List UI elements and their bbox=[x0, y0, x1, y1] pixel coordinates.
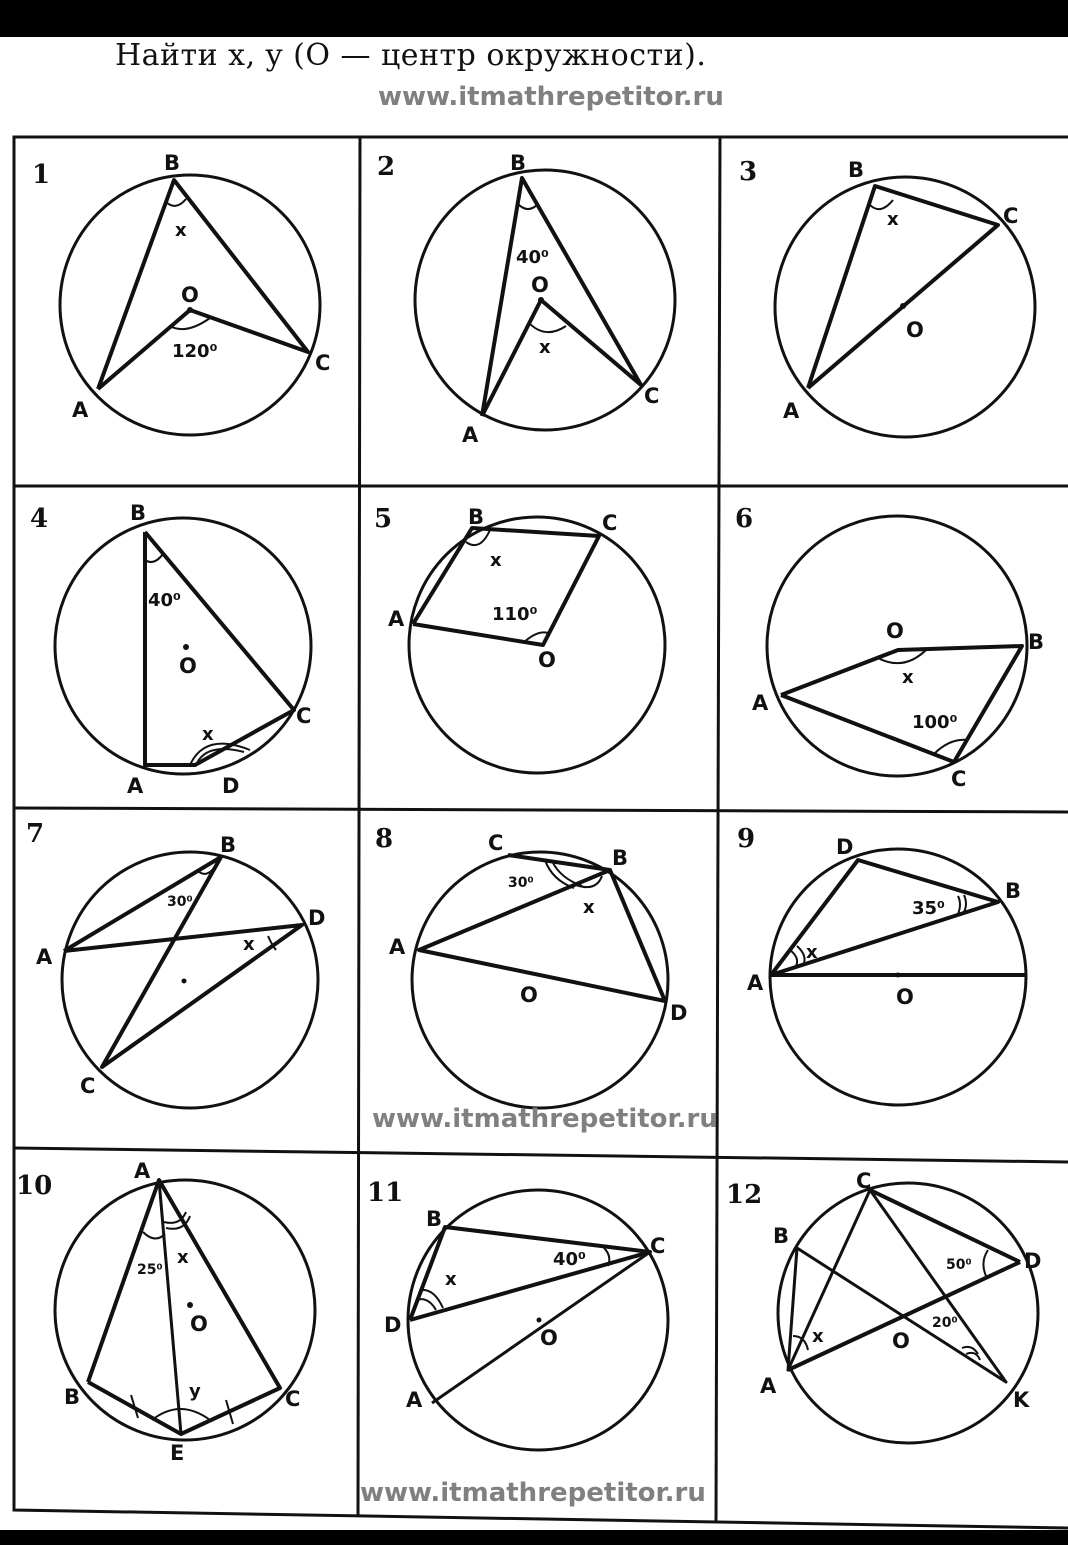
point-label-c: C bbox=[650, 1234, 666, 1258]
problem-number: 5 bbox=[374, 504, 393, 534]
problem-8 bbox=[375, 824, 687, 1108]
point-label-c: C bbox=[296, 704, 312, 728]
point-label-a: A bbox=[388, 607, 405, 631]
angle-arc bbox=[983, 1250, 988, 1276]
point-label-a: A bbox=[747, 971, 764, 995]
point-label-d: D bbox=[670, 1001, 688, 1025]
angle-label: x bbox=[177, 1247, 189, 1268]
point-label-c: C bbox=[1003, 204, 1019, 228]
problem-number: 3 bbox=[739, 157, 758, 187]
point-label-o: O bbox=[179, 654, 197, 678]
point-label-a: A bbox=[127, 774, 144, 798]
point-label-a: A bbox=[462, 423, 479, 447]
center-point bbox=[896, 973, 901, 978]
point-label-c: C bbox=[644, 384, 660, 408]
problem-4 bbox=[30, 501, 311, 798]
point-label-o: O bbox=[906, 318, 924, 342]
angle-arc bbox=[790, 950, 797, 966]
circle bbox=[62, 852, 318, 1108]
point-label-c: C bbox=[602, 511, 618, 535]
figure-lines bbox=[482, 178, 641, 416]
angle-label: 35⁰ bbox=[912, 898, 945, 919]
figure-lines bbox=[419, 855, 665, 1001]
point-label-b: B bbox=[1028, 630, 1045, 654]
website-watermark: www.itmathrepetitor.ru bbox=[372, 1104, 718, 1134]
point-label-a: A bbox=[72, 398, 89, 422]
angle-label: 120⁰ bbox=[172, 341, 218, 362]
point-label-b: B bbox=[848, 158, 865, 182]
angle-label: 30⁰ bbox=[508, 875, 534, 891]
angle-label: x bbox=[806, 942, 818, 963]
point-label-b: B bbox=[468, 505, 485, 529]
problem-number: 1 bbox=[32, 160, 51, 190]
point-label-o: O bbox=[531, 273, 549, 297]
point-label-d: D bbox=[308, 906, 326, 930]
angle-label: y bbox=[189, 1381, 201, 1402]
point-label-b: B bbox=[612, 846, 629, 870]
website-watermark: www.itmathrepetitor.ru bbox=[360, 1478, 706, 1508]
point-label-b: B bbox=[426, 1207, 443, 1231]
point-label-o: O bbox=[190, 1312, 208, 1336]
angle-label: 20⁰ bbox=[932, 1315, 958, 1331]
point-label-o: O bbox=[520, 983, 538, 1007]
point-label-c: C bbox=[951, 767, 967, 791]
point-label-o: O bbox=[540, 1326, 558, 1350]
point-label-e: E bbox=[170, 1441, 185, 1465]
angle-label: x bbox=[539, 337, 551, 358]
problem-9 bbox=[737, 824, 1026, 1105]
point-label-c: C bbox=[856, 1169, 872, 1193]
problem-number: 11 bbox=[367, 1178, 404, 1208]
angle-label: 40⁰ bbox=[516, 247, 549, 268]
figure-line bbox=[159, 1180, 181, 1434]
angle-label: 110⁰ bbox=[492, 604, 538, 625]
center-point bbox=[537, 1318, 542, 1323]
center-point bbox=[182, 979, 187, 984]
problem-2 bbox=[377, 151, 675, 447]
point-label-o: O bbox=[181, 283, 199, 307]
angle-arc bbox=[166, 199, 186, 206]
problem-number: 2 bbox=[377, 152, 396, 182]
point-label-a: A bbox=[389, 935, 406, 959]
figure-line bbox=[870, 1190, 1020, 1262]
point-label-o: O bbox=[886, 619, 904, 643]
point-label-d: D bbox=[1024, 1249, 1042, 1273]
problem-number: 9 bbox=[737, 824, 756, 854]
point-label-k: K bbox=[1013, 1388, 1030, 1412]
center-point bbox=[900, 303, 906, 309]
problem-3 bbox=[739, 157, 1035, 437]
angle-label: x bbox=[887, 209, 899, 230]
point-label-c: C bbox=[80, 1074, 96, 1098]
point-label-o: O bbox=[538, 648, 556, 672]
point-label-a: A bbox=[783, 399, 800, 423]
point-label-c: C bbox=[488, 831, 504, 855]
angle-label: x bbox=[812, 1326, 824, 1347]
angle-label: 50⁰ bbox=[946, 1257, 972, 1273]
angle-label: x bbox=[902, 667, 914, 688]
angle-label: x bbox=[490, 550, 502, 571]
circle bbox=[415, 170, 675, 430]
website-watermark: www.itmathrepetitor.ru bbox=[378, 82, 724, 112]
angle-label: x bbox=[243, 934, 255, 955]
angle-arc bbox=[869, 200, 893, 209]
point-label-d: D bbox=[222, 774, 240, 798]
center-point bbox=[183, 644, 189, 650]
problem-6 bbox=[735, 504, 1044, 791]
angle-arc bbox=[145, 554, 163, 562]
figure-lines bbox=[808, 186, 998, 388]
center-point bbox=[187, 307, 193, 313]
problem-number: 4 bbox=[30, 504, 49, 534]
point-label-d: D bbox=[836, 835, 854, 859]
problem-number: 10 bbox=[16, 1171, 53, 1201]
point-label-b: B bbox=[220, 833, 237, 857]
point-label-b: B bbox=[64, 1385, 81, 1409]
angle-arc bbox=[958, 896, 960, 914]
center-point bbox=[187, 1302, 193, 1308]
problem-number: 7 bbox=[26, 819, 45, 849]
circle bbox=[55, 518, 311, 774]
problem-number: 12 bbox=[726, 1180, 763, 1210]
point-label-a: A bbox=[134, 1159, 151, 1183]
point-label-d: D bbox=[384, 1313, 402, 1337]
point-label-a: A bbox=[36, 945, 53, 969]
point-label-a: A bbox=[760, 1374, 777, 1398]
bottom-black-border bbox=[0, 1530, 1068, 1545]
point-label-o: O bbox=[896, 985, 914, 1009]
angle-arc bbox=[518, 204, 538, 209]
angle-label: 40⁰ bbox=[553, 1249, 586, 1270]
figure-lines bbox=[88, 1180, 280, 1434]
circle bbox=[412, 852, 668, 1108]
angle-label: x bbox=[583, 897, 595, 918]
problem-12 bbox=[726, 1169, 1041, 1443]
circle bbox=[55, 1180, 315, 1440]
figure-lines bbox=[413, 528, 599, 645]
point-label-a: A bbox=[752, 691, 769, 715]
problem-7 bbox=[26, 819, 325, 1108]
angle-arc bbox=[964, 895, 966, 912]
angle-label: 30⁰ bbox=[167, 894, 193, 910]
point-label-c: C bbox=[285, 1387, 301, 1411]
angle-label: 40⁰ bbox=[148, 590, 181, 611]
angle-arc bbox=[143, 1232, 165, 1239]
angle-label: 25⁰ bbox=[137, 1262, 163, 1278]
problem-10 bbox=[16, 1159, 315, 1465]
problem-1 bbox=[32, 151, 330, 435]
figure-lines bbox=[145, 532, 294, 765]
angle-arc bbox=[528, 322, 566, 332]
angle-label: 100⁰ bbox=[912, 712, 958, 733]
angle-label: x bbox=[445, 1269, 457, 1290]
center-point bbox=[538, 297, 544, 303]
problem-11 bbox=[367, 1178, 668, 1450]
task-title: Найти x, y (O — центр окружности). bbox=[115, 38, 707, 73]
problem-number: 6 bbox=[735, 504, 754, 534]
angle-label: x bbox=[175, 220, 187, 241]
point-label-b: B bbox=[130, 501, 147, 525]
point-label-b: B bbox=[1005, 879, 1022, 903]
point-label-b: B bbox=[510, 151, 527, 175]
point-label-o: O bbox=[892, 1329, 910, 1353]
point-label-c: C bbox=[315, 351, 331, 375]
point-label-a: A bbox=[406, 1388, 423, 1412]
problem-5 bbox=[374, 504, 665, 773]
problem-number: 8 bbox=[375, 824, 394, 854]
angle-label: x bbox=[202, 724, 214, 745]
point-label-b: B bbox=[164, 151, 181, 175]
point-label-b: B bbox=[773, 1224, 790, 1248]
